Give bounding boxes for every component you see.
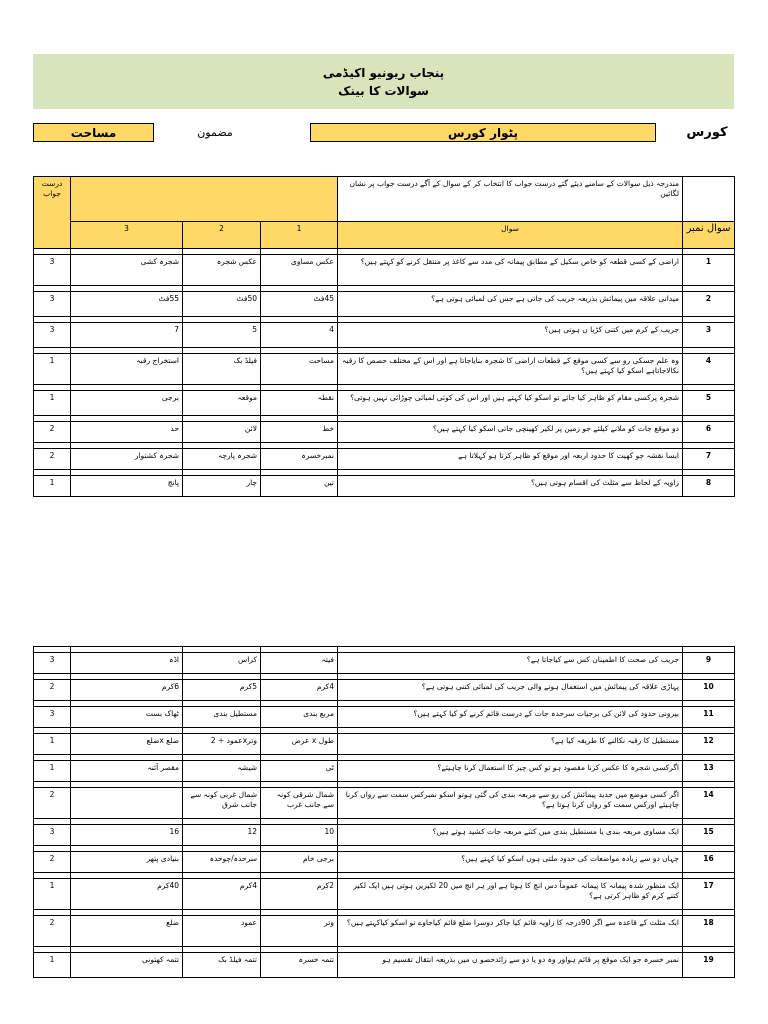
question-number: 10 [683,680,735,701]
question-number: 15 [683,825,735,846]
option-2-cell: 4کرم [183,879,261,910]
option-2-cell: شیشہ [183,761,261,782]
option-3-cell: تتمہ کھتونی [71,953,183,978]
question-number: 16 [683,852,735,873]
option-2-cell: مستطیل بندی [183,707,261,728]
questions-table-top [33,176,735,497]
option-1-cell: مساحت [261,354,338,385]
question-text: پہاڑی علاقہ کی پیمائش میں استعمال ہونے والی جریب کی لمبائی کتنی ہوتی ہے؟ [338,680,683,701]
question-number: 7 [683,449,735,470]
answer-cell: 3 [34,292,71,317]
option-3-cell [71,788,183,819]
question-row [34,707,735,728]
question-text: جہاں دو سے زیادہ مواضعات کی حدود ملتی ہوں اسکو کیا کہتے ہیں؟ [338,852,683,873]
question-row [34,680,735,701]
question-row [34,653,735,674]
option-3-cell: حد [71,422,183,443]
option-1-cell: 2کرم [261,879,338,910]
correct-answer-header: درست جواب [34,177,71,249]
answer-cell: 2 [34,916,71,947]
question-text: ایک منظور شدہ پیمانہ کا پیمانہ عموماً دس انچ کا ہوتا ہے اور ہر انچ میں 20 لکیریں ہوتی ہیں ایک لکیر کتنے کرم کو ظاہر کرتی ہے؟ [338,879,683,910]
answer-cell: 3 [34,707,71,728]
question-row [34,255,735,286]
option-1-cell: 10 [261,825,338,846]
question-text: جریب کے کرم میں کتنی کڑیا ں ہوتی ہیں؟ [338,323,683,348]
option-2-cell: لائن [183,422,261,443]
question-text: شجرہ پرکسی مقام کو ظاہر کیا جائے تو اسکو کیا کہتے ہیں اور اس کی کوئی لمبائی چوڑائی نہیں ہوتی؟ [338,391,683,416]
answer-cell: 3 [34,653,71,674]
question-number: 12 [683,734,735,755]
question-text: ایک مثلث کے قاعدہ سے اگر 90درجہ کا زاویہ قائم کیا جاکر دوسرا ضلع قائم کیاجاوے تو اسکو کیاکہتے ہیں؟ [338,916,683,947]
instruction-text: مندرجہ ذیل سوالات کے سامنے دیئے گئے درست جواب کا انتخاب کر کے سوال کے آگے درست جواب پر نشان لگائیں [338,177,683,222]
question-text: زاویہ کے لحاظ سے مثلث کی اقسام ہوتی ہیں؟ [338,476,683,497]
col-number: سوال نمبر [683,222,735,249]
option-3-cell: ٹھاک بست [71,707,183,728]
question-number: 2 [683,292,735,317]
option-3-cell: شجرہ کشی [71,255,183,286]
answer-cell: 1 [34,879,71,910]
subject-label: مضمون [197,126,233,139]
option-1-cell: وتر [261,916,338,947]
option-2-cell: چار [183,476,261,497]
option-3-cell: ضلع [71,916,183,947]
option-1-cell: تتمہ خسرہ [261,953,338,978]
option-3-cell: 40کرم [71,879,183,910]
option-3-cell: مقصر آئنہ [71,761,183,782]
col-option-3: 3 [71,222,183,249]
option-2-cell: وترxعمود ÷ 2 [183,734,261,755]
question-row [34,391,735,416]
question-row [34,953,735,978]
answer-cell: 1 [34,761,71,782]
question-text: جریب کی صحت کا اطمینان کس سے کیاجاتا ہے؟ [338,653,683,674]
option-1-cell: فیتہ [261,653,338,674]
question-number: 11 [683,707,735,728]
question-row [34,323,735,348]
option-3-cell: 55فٹ [71,292,183,317]
question-text: ایک مساوی مربعہ بندی یا مستطیل بندی میں کتنے مربعہ جات کشید ہوتے ہیں؟ [338,825,683,846]
question-number: 13 [683,761,735,782]
option-3-cell: شجرہ کشتوار [71,449,183,470]
question-text: نمبر خسرہ جو ایک موقع پر قائم ہواور وہ دو یا دو سے زائدحصو ں میں بذریعہ انتقال تقسیم ہو [338,953,683,978]
option-3-cell: اڈہ [71,653,183,674]
option-2-cell: 5 [183,323,261,348]
question-row [34,879,735,910]
header-blank [71,177,338,222]
option-2-cell: 12 [183,825,261,846]
answer-cell: 3 [34,255,71,286]
option-2-cell: سرحدہ/چوحدہ [183,852,261,873]
question-row [34,292,735,317]
option-2-cell: شمال غربی کونہ سے جانب شرق [183,788,261,819]
questions-table-bottom [33,646,735,978]
question-number: 4 [683,354,735,385]
option-2-cell: عکس شجرہ [183,255,261,286]
question-text: دو موقع جات کو ملانے کیلئے جو زمین پر لکیر کھینچی جاتی اسکو کیا کہتے ہیں؟ [338,422,683,443]
question-text: وہ علم جسکی رو سے کسی موقع کے قطعات اراضی کا شجرہ بنایاجاتا ہے اور اس کے مختلف حصص کا رقبہ نکالاجاتاہے اسکو کیا کہتے ہیں؟ [338,354,683,385]
option-1-cell: عکس مساوی [261,255,338,286]
option-1-cell: تین [261,476,338,497]
question-row [34,422,735,443]
col-question: سوال [338,222,683,249]
subject-value: مساحت [33,123,154,142]
col-option-2: 2 [183,222,261,249]
answer-cell: 1 [34,476,71,497]
question-number: 14 [683,788,735,819]
option-2-cell: فیلڈ بک [183,354,261,385]
bank-title: سوالات کا بینک [338,84,429,98]
option-2-cell: کراس [183,653,261,674]
question-number: 19 [683,953,735,978]
option-1-cell: طول x عرض [261,734,338,755]
question-number: 18 [683,916,735,947]
option-1-cell: ٹی [261,761,338,782]
question-row [34,734,735,755]
question-text: اگرکسی شجرہ کا عکس کرنا مقصود ہو تو کس چیز کا استعمال کرنا چاہیئے؟ [338,761,683,782]
option-1-cell: برجی خام [261,852,338,873]
question-row [34,825,735,846]
option-3-cell: استخراج رقبہ [71,354,183,385]
option-1-cell: خط [261,422,338,443]
question-row [34,852,735,873]
question-number: 1 [683,255,735,286]
answer-cell: 2 [34,422,71,443]
option-1-cell: 4 [261,323,338,348]
question-row [34,761,735,782]
title-banner [33,54,734,109]
question-number: 9 [683,653,735,674]
answer-cell: 1 [34,734,71,755]
academy-title: پنجاب ریونیو اکیڈمی [322,66,445,80]
question-row [34,354,735,385]
option-1-cell: شمال شرقی کونہ سے جانب غرب [261,788,338,819]
question-number: 5 [683,391,735,416]
option-2-cell: شجرہ پارچہ [183,449,261,470]
option-2-cell: تتمہ فیلڈ بک [183,953,261,978]
question-row [34,449,735,470]
option-3-cell: 16 [71,825,183,846]
option-1-cell: نمبرخسرہ [261,449,338,470]
col-option-1: 1 [261,222,338,249]
question-text: اراضی کے کسی قطعہ کو خاص سکیل کے مطابق پیمانہ کی مدد سے کاغذ پر منتقل کرنے کو کہتے ہیں؟ [338,255,683,286]
question-text: اگر کسی موضع میں جدید پیمائش کی رو سے مربعہ بندی کی گئی ہوتو اسکو نمبرکس سمت سے رواں کرنا چاہیئے اورکس سمت کو رواں کرنا ہوتا ہے؟ [338,788,683,819]
question-number: 3 [683,323,735,348]
option-3-cell: پانچ [71,476,183,497]
answer-cell: 3 [34,323,71,348]
option-2-cell: 5کرم [183,680,261,701]
question-number: 8 [683,476,735,497]
option-2-cell: عمود [183,916,261,947]
question-row [34,916,735,947]
answer-cell: 2 [34,788,71,819]
question-text: میدانی علاقہ میں پیمائش بذریعہ جریب کی جاتی ہے جس کی لمبائی ہوتی ہے؟ [338,292,683,317]
option-3-cell: 6کرم [71,680,183,701]
option-1-cell: مربع بندی [261,707,338,728]
header-corner [683,177,735,222]
option-3-cell: 7 [71,323,183,348]
question-text: ایسا نقشہ جو کھیت کا حدود اربعہ اور موقع کو ظاہر کرتا ہو کہلاتا ہے [338,449,683,470]
answer-cell: 3 [34,825,71,846]
option-3-cell: بنیادی پتھر [71,852,183,873]
question-number: 6 [683,422,735,443]
answer-cell: 1 [34,953,71,978]
option-1-cell: 45فٹ [261,292,338,317]
question-text: بیرونی حدود کی لائن کی برجیات سرحدہ جات کے درست قائم کرنے کو کیا کہتے ہیں؟ [338,707,683,728]
answer-cell: 2 [34,449,71,470]
course-value: پٹوار کورس [310,123,656,142]
option-2-cell: موقعہ [183,391,261,416]
answer-cell: 2 [34,680,71,701]
answer-cell: 1 [34,354,71,385]
option-1-cell: 4کرم [261,680,338,701]
question-text: مستطیل کا رقبہ نکالنے کا طریقہ کیا ہے؟ [338,734,683,755]
option-3-cell: ضلع xضلع [71,734,183,755]
question-number: 17 [683,879,735,910]
option-1-cell: نقطہ [261,391,338,416]
question-row [34,476,735,497]
answer-cell: 1 [34,391,71,416]
answer-cell: 2 [34,852,71,873]
course-label: کورس [686,125,728,140]
question-row [34,788,735,819]
option-3-cell: برجی [71,391,183,416]
option-2-cell: 50فٹ [183,292,261,317]
